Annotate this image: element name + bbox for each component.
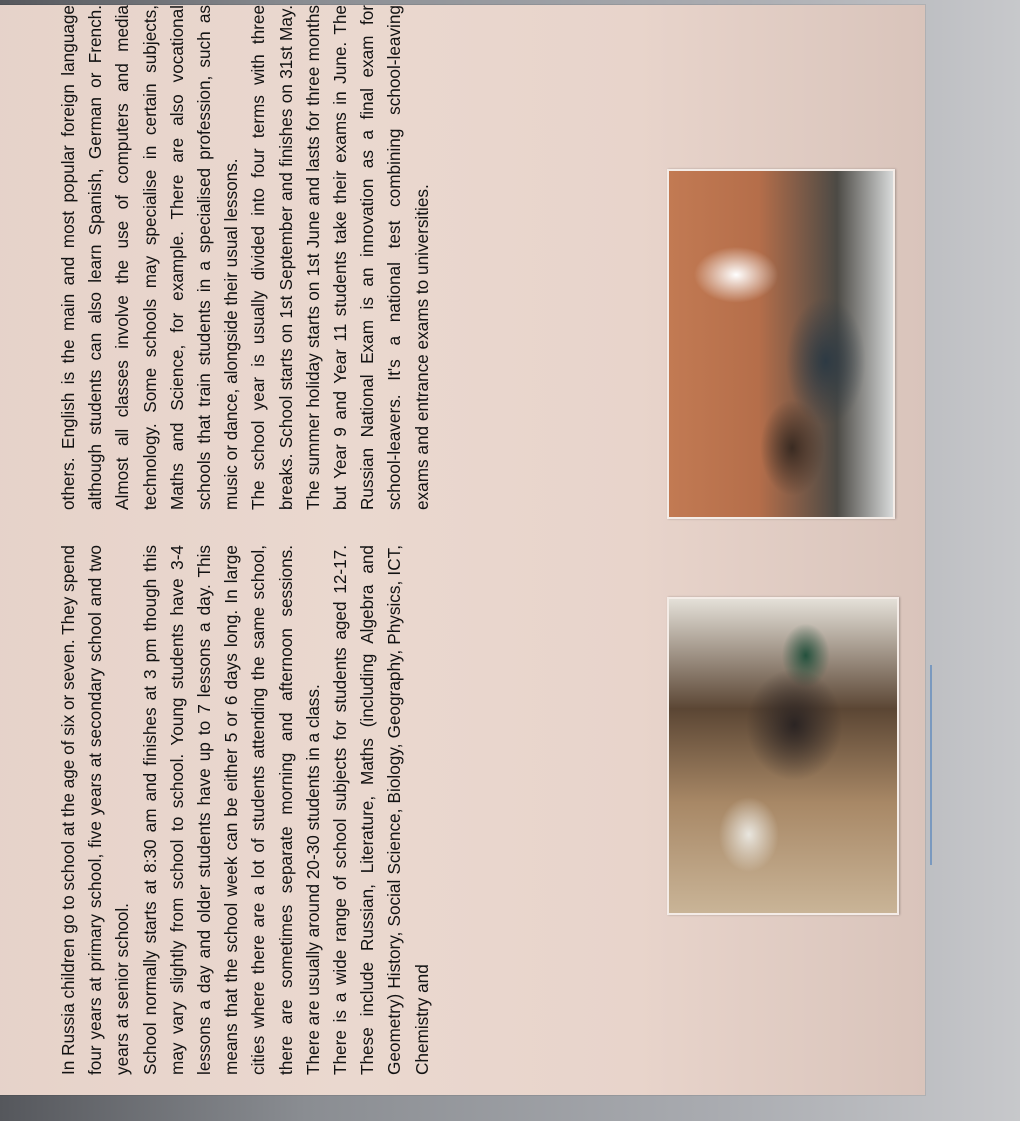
classroom-photo-icon xyxy=(667,169,895,519)
text-column-right xyxy=(55,5,436,510)
paragraph: School normally starts at 8:30 am and finishes at 3 pm though this may vary slightly from school to school. Young students have 3-4 lessons a day and older students have up to 7 lessons a day. This means that the school week can be either 5 or 6 days long. In large cities where there are a lot of students attending the same school, there are sometimes separate morning and afternoon sessions. There are usually around 20-30 students in a class. xyxy=(139,545,323,1075)
paragraph: others. English is the main and most popular foreign language although students can also learn Spanish, German or French. Almost all classes involve the use of computers and media technology. Some schools may specialise in certain subjects, Maths and Science, for example. There are also vocational schools that train students in a specialised profession, such as music or dance, alongside their usual lessons. xyxy=(58,5,242,510)
textbook-page xyxy=(0,5,925,1095)
paragraph: The school year is usually divided into four terms with three breaks. School starts on 1st September and finishes on 31st May. The summer holiday starts on 1st June and lasts for three months but Year 9 and Year 11 students take their exams in June. The Russian National Exam is an innovation as a final exam for school-leavers. It's a national test combining school-leaving exams and entrance exams to universities. xyxy=(248,5,432,510)
paragraph: There is a wide range of school subjects for students aged 12-17. These include Russian, Literature, Maths (including Algebra and Geometry) History, Social Science, Biology, Geography, Physics, ICT, Chemistry and xyxy=(330,545,432,1075)
heading-rule xyxy=(930,665,932,865)
classroom-photo-icon xyxy=(667,597,899,915)
text-column-left xyxy=(55,545,436,1075)
paragraph: In Russia children go to school at the age of six or seven. They spend four years at primary school, five years at secondary school and two years at senior school. xyxy=(58,545,133,1075)
